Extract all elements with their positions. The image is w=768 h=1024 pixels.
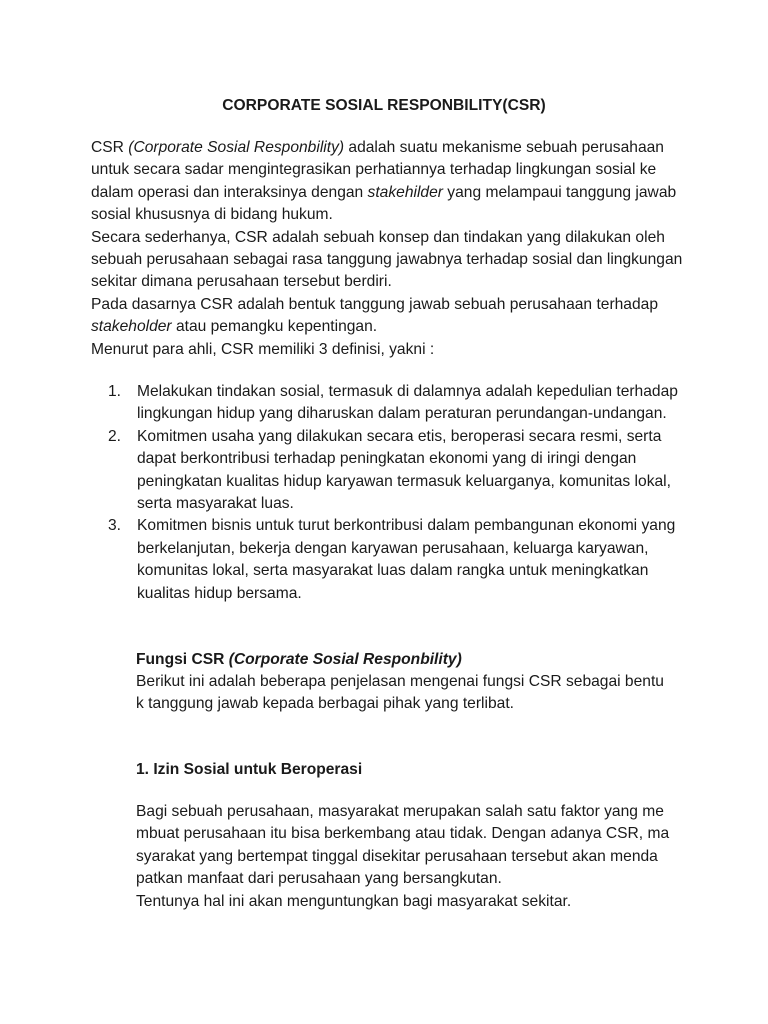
list-item-number: 1.: [108, 383, 122, 400]
fungsi-heading-italic: (Corporate Sosial Responbility): [228, 651, 462, 668]
intro-p1-italic-term: (Corporate Sosial Responbility): [128, 139, 345, 156]
fungsi-paragraph: [136, 671, 696, 716]
intro-p3-text-c: atau pemangku kepentingan.: [171, 318, 378, 336]
list-item-text: Melakukan tindakan sosial, termasuk di dalamnya adalah kepedulian terhadap lingkungan hidup yang diharuskan dalam peraturan perundangan-undangan.: [137, 383, 678, 423]
list-item-number: 3.: [108, 517, 122, 535]
list-item-number: 2.: [108, 427, 122, 445]
intro-paragraph-1: [91, 137, 691, 227]
intro-paragraph-2: Secara sederhanya, CSR adalah sebuah konsep dan tindakan yang dilakukan oleh sebuah perusahaan sebagai rasa tanggung jawabnya terhadap sosial dan lingkungan sekitar dimana perusahaan tersebut berdiri.: [91, 228, 683, 291]
izin-heading: 1. Izin Sosial untuk Beroperasi: [136, 761, 363, 778]
fungsi-heading: [136, 649, 696, 671]
fungsi-line-2: k tanggung jawab kepada berbagai pihak yang terlibat.: [136, 695, 514, 713]
fungsi-heading-text: Fungsi CSR: [136, 651, 229, 668]
list-item-text: Komitmen bisnis untuk turut berkontribusi dalam pembangunan ekonomi yang berkelanjutan, bekerja dengan karyawan perusahaan, keluarga karyawan, komunitas lokal, serta masyarakat luas dalam rangka untuk meningkatkan kualitas hidup bersama.: [137, 517, 676, 602]
list-item-text: Komitmen usaha yang dilakukan secara etis, beroperasi secara resmi, serta dapat berkontribusi terhadap peningkatan ekonomi yang di iringi dengan peningkatan kualitas hidup karyawan termasuk keluarganya, komunitas lokal, serta masyarakat luas.: [137, 427, 671, 513]
izin-paragraph: [136, 801, 696, 913]
intro-p1-italic-stakeholder: stakehilder: [367, 183, 443, 201]
intro-p3-text-a: Pada dasarnya CSR adalah bentuk tanggung jawab sebuah perusahaan terhadap: [91, 295, 659, 313]
intro-p1-text-c: adalah suatu mekanisme sebuah perusahaan untuk secara sadar mengintegrasikan perhatiannya terhadap lingkungan sosial ke dalam operasi dan interaksinya dengan: [91, 139, 664, 201]
intro-p1-text-a: CSR: [91, 139, 129, 156]
list-item: [108, 381, 688, 426]
intro-section: [91, 137, 691, 361]
intro-paragraph-3: [91, 294, 691, 339]
definitions-list: [108, 381, 688, 605]
list-item: [108, 515, 688, 605]
intro-p3-italic-stakeholder: stakeholder: [91, 318, 172, 336]
izin-line-2: mbuat perusahaan itu bisa berkembang atau tidak. Dengan adanya CSR, ma: [136, 825, 670, 843]
list-item: [108, 426, 688, 516]
intro-paragraph-4: Menurut para ahli, CSR memiliki 3 definisi, yakni :: [91, 340, 435, 358]
izin-line-1: Bagi sebuah perusahaan, masyarakat merupakan salah satu faktor yang me: [136, 803, 664, 820]
intro-p1-text-e: yang melampaui tanggung jawab sosial khususnya di bidang hukum.: [91, 183, 677, 224]
izin-line-4: patkan manfaat dari perusahaan yang bersangkutan.: [136, 870, 502, 888]
izin-line-5: Tentunya hal ini akan menguntungkan bagi masyarakat sekitar.: [136, 892, 572, 910]
page-title: CORPORATE SOSIAL RESPONBILITY(CSR): [222, 97, 546, 114]
izin-line-3: syarakat yang bertempat tinggal disekitar perusahaan tersebut akan menda: [136, 847, 658, 865]
fungsi-line-1: Berikut ini adalah beberapa penjelasan mengenai fungsi CSR sebagai bentu: [136, 673, 664, 690]
